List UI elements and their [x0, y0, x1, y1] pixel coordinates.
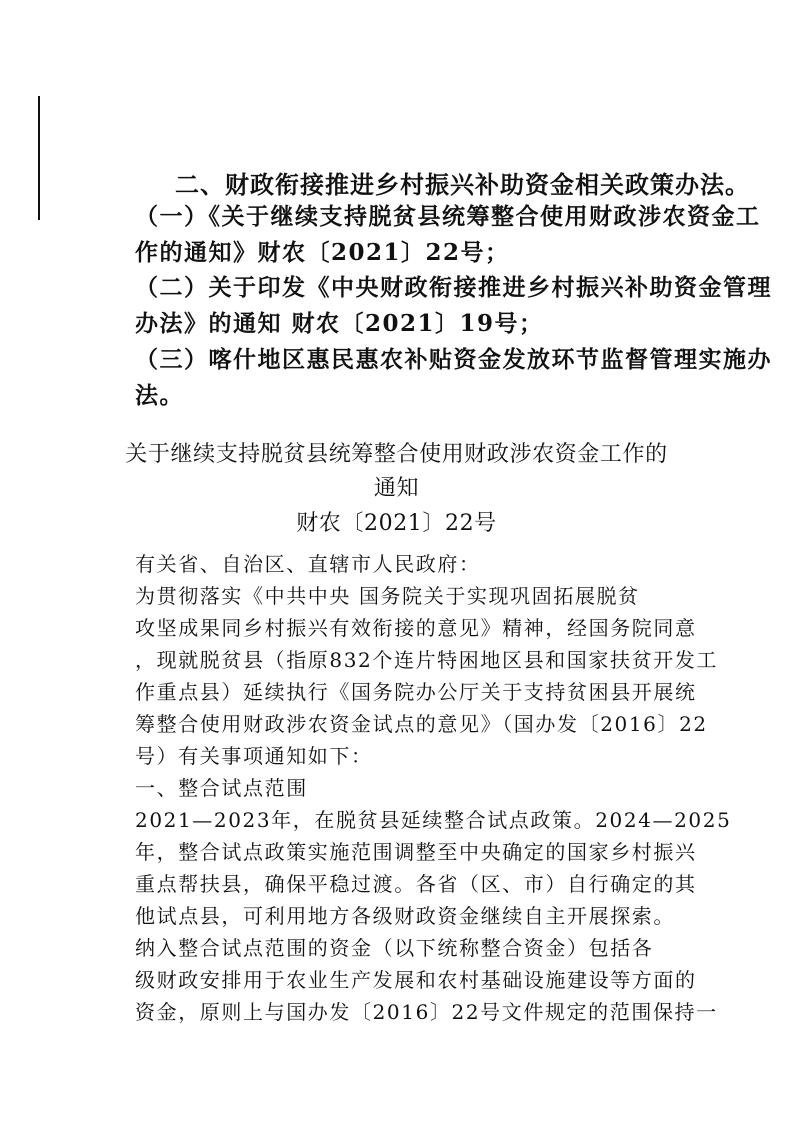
- section-heading: 二、财政衔接推进乡村振兴补助资金相关政策办法。: [175, 170, 750, 199]
- policy-item-2-line2: 办法》的通知 财农〔2021〕19号；: [135, 310, 544, 337]
- body-line: 级财政安排用于农业生产发展和农村基础设施建设等方面的: [135, 968, 697, 992]
- body-line: 为贯彻落实《中共中央 国务院关于实现巩固拓展脱贫: [135, 584, 640, 608]
- policy-item-3-line2: 法。: [135, 382, 184, 409]
- policy-item-1-line1: （一）《关于继续支持脱贫县统筹整合使用财政涉农资金工: [135, 203, 761, 230]
- notice-doc-number: 财农〔2021〕22号: [296, 511, 497, 536]
- policy-item-1-line2: 作的通知》财农〔2021〕22号；: [135, 239, 510, 266]
- notice-title-line2: 通知: [373, 476, 420, 501]
- body-line: 号）有关事项通知如下：: [135, 744, 373, 768]
- policy-item-3-line1: （三）喀什地区惠民惠农补贴资金发放环节监督管理实施办: [135, 346, 772, 373]
- body-line: 他试点县，可利用地方各级财政资金继续自主开展探索。: [135, 904, 675, 928]
- notice-title-line1: 关于继续支持脱贫县统筹整合使用财政涉农资金工作的: [125, 442, 668, 467]
- policy-item-2-line1: （二）关于印发《中央财政衔接推进乡村振兴补助资金管理: [135, 274, 772, 301]
- body-line: ，现就脱贫县（指原832个连片特困地区县和国家扶贫开发工: [135, 648, 718, 672]
- body-line: 作重点县）延续执行《国务院办公厅关于支持贫困县开展统: [135, 680, 697, 704]
- body-line: 资金，原则上与国办发〔2016〕22号文件规定的范围保持一: [135, 1000, 718, 1024]
- body-line: 重点帮扶县，确保平稳过渡。各省（区、市）自行确定的其: [135, 872, 697, 896]
- body-line: 纳入整合试点范围的资金（以下统称整合资金）包括各: [135, 936, 654, 960]
- body-line: 筹整合使用财政涉农资金试点的意见》（国办发〔2016〕22: [135, 712, 708, 736]
- body-line: 2021—2023年，在脱贫县延续整合试点政策。2024—2025: [135, 808, 732, 832]
- body-line: 有关省、自治区、直辖市人民政府：: [135, 552, 481, 576]
- body-line: 攻坚成果同乡村振兴有效衔接的意见》精神，经国务院同意: [135, 616, 697, 640]
- subheading: 一、整合试点范围: [135, 776, 308, 800]
- body-line: 年，整合试点政策实施范围调整至中央确定的国家乡村振兴: [135, 840, 697, 864]
- margin-rule: [38, 96, 40, 220]
